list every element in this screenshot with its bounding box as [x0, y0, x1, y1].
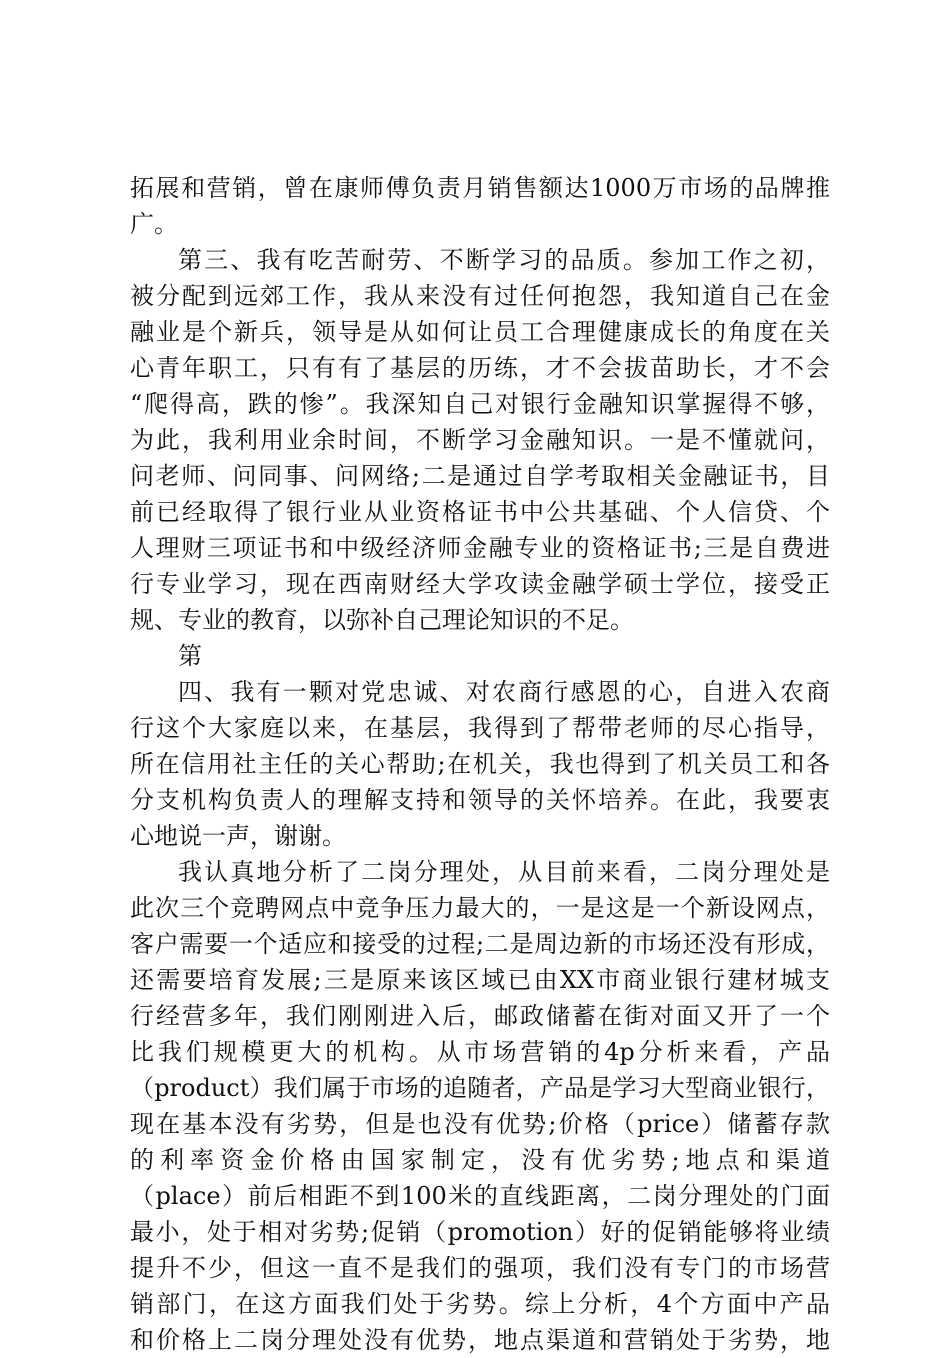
text-line: 问老师、问同事、问网络;二是通过自学考取相关金融证书，目	[130, 462, 830, 490]
text-line: 行经营多年，我们刚刚进入后，邮政储蓄在街对面又开了一个	[130, 1002, 830, 1030]
text-line: 此次三个竞聘网点中竞争压力最大的，一是这是一个新设网点，	[130, 894, 830, 922]
text-line: 心地说一声，谢谢。	[130, 822, 346, 850]
text-line: 人理财三项证书和中级经济师金融专业的资格证书;三是自费进	[130, 534, 830, 562]
text-line: 的利率资金价格由国家制定，没有优劣势;地点和渠道	[130, 1146, 830, 1174]
text-line: 被分配到远郊工作，我从来没有过任何抱怨，我知道自己在金	[130, 282, 830, 310]
text-line: 我认真地分析了二岗分理处，从目前来看，二岗分理处是	[178, 858, 830, 886]
text-line: 规、专业的教育，以弥补自己理论知识的不足。	[130, 606, 634, 634]
text-line: 和价格上二岗分理处没有优势，地点渠道和营销处于劣势，地	[130, 1326, 830, 1354]
text-line: 为此，我利用业余时间，不断学习金融知识。一是不懂就问，	[130, 426, 830, 454]
text-line: 行这个大家庭以来，在基层，我得到了帮带老师的尽心指导，	[130, 714, 830, 742]
text-line: 心青年职工，只有有了基层的历练，才不会拔苗助长，才不会	[130, 354, 830, 382]
text-line: 比我们规模更大的机构。从市场营销的4p分析来看，产品	[130, 1038, 830, 1066]
text-line: 最小，处于相对劣势;促销（promotion）好的促销能够将业绩	[130, 1218, 830, 1246]
text-line: 所在信用社主任的关心帮助;在机关，我也得到了机关员工和各	[130, 750, 830, 778]
text-line: 融业是个新兵，领导是从如何让员工合理健康成长的角度在关	[130, 318, 830, 346]
text-line: （product）我们属于市场的追随者，产品是学习大型商业银行，	[130, 1074, 830, 1102]
text-line: 提升不少，但这一直不是我们的强项，我们没有专门的市场营	[130, 1254, 830, 1282]
text-line: （place）前后相距不到100米的直线距离，二岗分理处的门面	[130, 1182, 830, 1210]
text-line: “爬得高，跌的惨”。我深知自己对银行金融知识掌握得不够，	[130, 390, 830, 418]
text-line: 第	[178, 642, 202, 670]
text-line: 四、我有一颗对党忠诚、对农商行感恩的心，自进入农商	[178, 678, 830, 706]
text-line: 拓展和营销，曾在康师傅负责月销售额达1000万市场的品牌推	[130, 174, 830, 202]
text-line: 前已经取得了银行业从业资格证书中公共基础、个人信贷、个	[130, 498, 830, 526]
text-line: 客户需要一个适应和接受的过程;二是周边新的市场还没有形成，	[130, 930, 830, 958]
text-line: 还需要培育发展;三是原来该区域已由XX市商业银行建材城支	[130, 966, 830, 994]
text-line: 广。	[130, 210, 178, 238]
text-line: 行专业学习，现在西南财经大学攻读金融学硕士学位，接受正	[130, 570, 830, 598]
text-line: 第三、我有吃苦耐劳、不断学习的品质。参加工作之初，	[178, 246, 830, 274]
text-line: 现在基本没有劣势，但是也没有优势;价格（price）储蓄存款	[130, 1110, 830, 1138]
text-line: 分支机构负责人的理解支持和领导的关怀培养。在此，我要衷	[130, 786, 830, 814]
body-text	[130, 170, 830, 1358]
text-line: 销部门，在这方面我们处于劣势。综上分析，4个方面中产品	[130, 1290, 830, 1318]
